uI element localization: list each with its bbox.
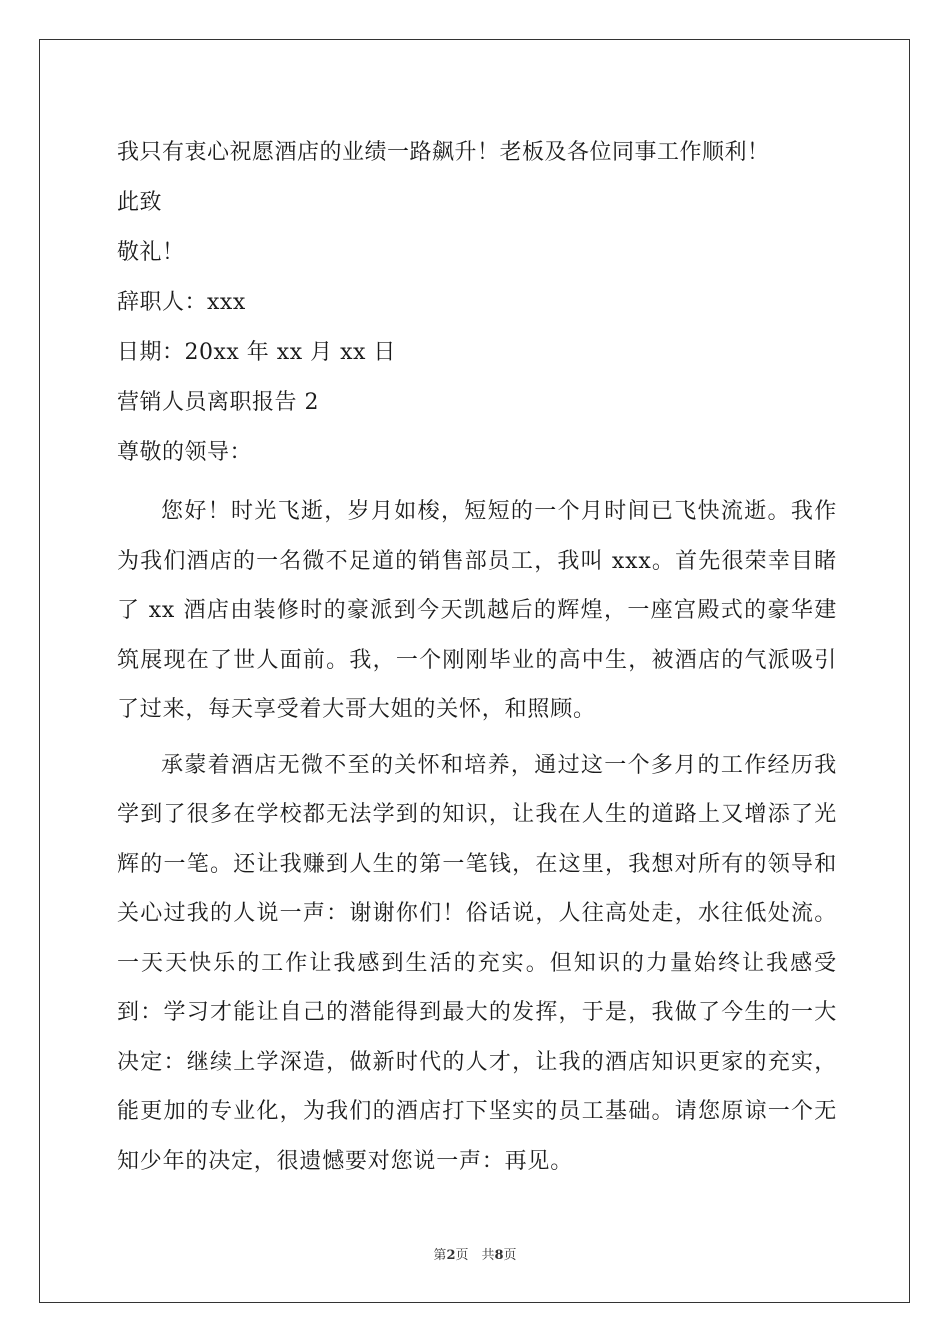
page-footer [0, 1244, 950, 1263]
greeting-line: 尊敬的领导： [117, 440, 253, 465]
closing-wish-line: 我只有衷心祝愿酒店的业绩一路飙升！老板及各位同事工作顺利！ [117, 140, 770, 165]
signer-line: 辞职人：xxx [117, 290, 246, 315]
paragraph-1: 您好！时光飞逝，岁月如梭，短短的一个月时间已飞快流逝。我作为我们酒店的一名微不足道的销售部员工，我叫 xxx。首先很荣幸目睹了 xx 酒店由装修时的豪派到今天凯越后的辉煌，一座宫殿式的豪华建筑展现在了世人面前。我，一个刚刚毕业的高中生，被酒店的气派吸引了过来，每天享受着大哥大姐的关怀，和照顾。 [117, 499, 837, 722]
date-line: 日期：20xx 年 xx 月 xx 日 [117, 340, 396, 365]
salutation-cizhi: 此致 [117, 190, 163, 215]
footer-middle: 页 共 [455, 1248, 495, 1263]
section-title: 营销人员离职报告 2 [117, 390, 319, 415]
paragraph-2: 承蒙着酒店无微不至的关怀和培养，通过这一个多月的工作经历我学到了很多在学校都无法学到的知识，让我在人生的道路上又增添了光辉的一笔。还让我赚到人生的第一笔钱，在这里，我想对所有的领导和关心过我的人说一声：谢谢你们！俗话说，人往高处走，水往低处流。一天天快乐的工作让我感到生活的充实。但知识的力量始终让我感受到：学习才能让自己的潜能得到最大的发挥，于是，我做了今生的一大决定：继续上学深造，做新时代的人才，让我的酒店知识更家的充实，能更加的专业化，为我们的酒店打下坚实的员工基础。请您原谅一个无知少年的决定，很遗憾要对您说一声：再见。 [117, 752, 837, 1174]
footer-suffix: 页 [503, 1248, 517, 1263]
footer-page-number: 2 [446, 1248, 456, 1263]
body-paragraphs [117, 487, 837, 1186]
footer-prefix: 第 [433, 1248, 447, 1263]
footer-total-pages: 8 [494, 1248, 504, 1263]
salutation-jingli: 敬礼！ [117, 240, 185, 265]
document-body [117, 128, 837, 1186]
